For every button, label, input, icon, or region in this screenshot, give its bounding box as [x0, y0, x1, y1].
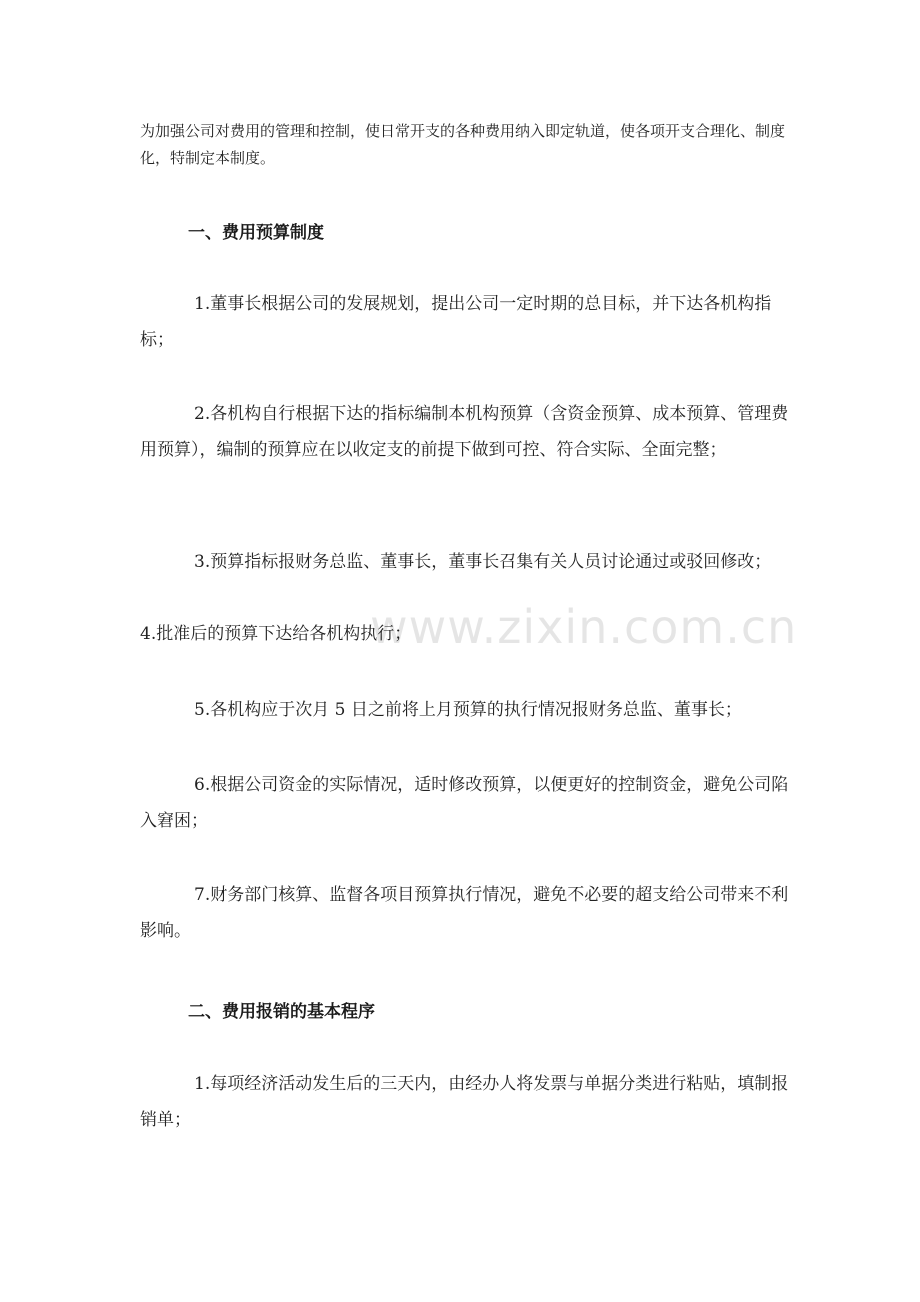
- intro-paragraph: 为加强公司对费用的管理和控制，使日常开支的各种费用纳入即定轨道，使各项开支合理化、制度化，特制定本制度。: [140, 122, 786, 167]
- section2-item-1: 1.每项经济活动发生后的三天内，由经办人将发票与单据分类进行粘贴，填制报销单；: [140, 1074, 789, 1130]
- section1-item-3: 3.预算指标报财务总监、董事长，董事长召集有关人员讨论通过或驳回修改；: [194, 552, 772, 572]
- watermark-text: www.zixin.com.cn: [370, 600, 798, 654]
- section1-item-6: 6.根据公司资金的实际情况，适时修改预算，以便更好的控制资金，避免公司陷入窘困；: [140, 775, 789, 831]
- section1-heading: 一、费用预算制度: [188, 223, 324, 243]
- section1-item-5: 5.各机构应于次月 5 日之前将上月预算的执行情况报财务总监、董事长；: [194, 700, 742, 720]
- section2-heading: 二、费用报销的基本程序: [188, 1002, 375, 1022]
- section1-item-2: 2.各机构自行根据下达的指标编制本机构预算（含资金预算、成本预算、管理费用预算），编制的预算应在以收定支的前提下做到可控、符合实际、全面完整；: [140, 404, 789, 460]
- section1-item-4: 4.批准后的预算下达给各机构执行；: [140, 624, 412, 644]
- section1-item-1: 1.董事长根据公司的发展规划，提出公司一定时期的总目标，并下达各机构指标；: [140, 294, 772, 350]
- section1-item-7: 7.财务部门核算、监督各项目预算执行情况，避免不必要的超支给公司带来不利影响。: [140, 885, 789, 941]
